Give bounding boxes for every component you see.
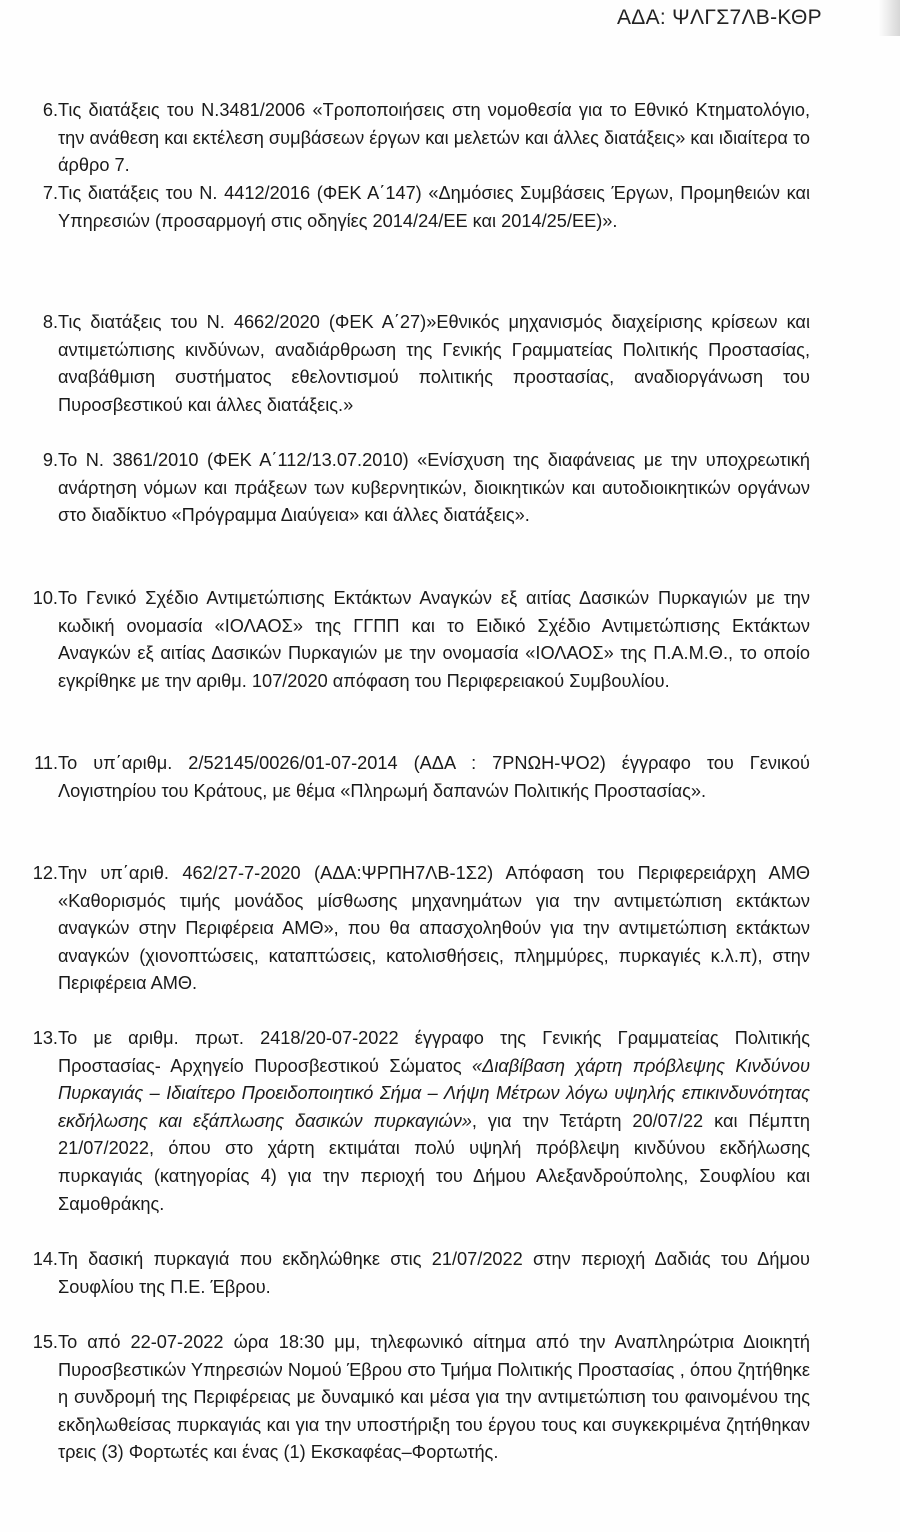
list-item-11	[18, 750, 810, 805]
item-text-italic-title: «Διαβίβαση χάρτη πρόβλεψης Κινδύνου Πυρκαγιάς – Ιδιαίτερο Προειδοποιητικό Σήμα – Λήψη Μέτρων λόγω υψηλής επικινδυνότητας εκδήλωσης και εξάπλωσης δασικών πυρκαγιών»	[58, 1055, 810, 1131]
item-number: 10.	[32, 588, 58, 608]
item-number: 7.	[42, 183, 58, 203]
ada-code: ΑΔΑ: ΨΛΓΣ7ΛΒ-ΚΘΡ	[616, 6, 822, 29]
item-number: 14.	[32, 1249, 58, 1269]
item-number: 11.	[34, 753, 58, 773]
item-number: 12.	[32, 863, 58, 883]
list-item-15	[18, 1329, 810, 1467]
list-item-14	[18, 1246, 810, 1301]
item-text: Τις διατάξεις του Ν. 4412/2016 (ΦΕΚ Α΄147) «Δημόσιες Συμβάσεις Έργων, Προμηθειών και Υπηρεσιών (προσαρμογή στις οδηγίες 2014/24/ΕΕ και 2014/25/ΕΕ)».	[58, 183, 810, 231]
list-item-6	[18, 97, 810, 180]
item-number: 9.	[42, 450, 58, 470]
item-text: Τις διατάξεις του Ν. 4662/2020 (ΦΕΚ Α΄27)»Εθνικός μηχανισμός διαχείρισης κρίσεων και αντιμετώπισης κινδύνων, αναδιάρθρωση της Γενικής Γραμματείας Πολιτικής Προστασίας, αναβάθμιση συστήματος εθελοντισμού πολιτικής προστασίας, αναδιοργάνωση του Πυροσβεστικού και άλλες διατάξεις.»	[58, 312, 810, 415]
item-text-part: Το με αριθμ. πρωτ. 2418/20-07-2022 έγγραφο της Γενικής Γραμματείας Πολιτικής Προστασίας- Αρχηγείο Πυροσβεστικού Σώματος	[58, 1028, 810, 1076]
list-item-12	[18, 860, 810, 998]
list-item-10	[18, 585, 810, 695]
scan-edge-shadow	[878, 0, 900, 36]
list-item-8	[18, 309, 810, 419]
item-text: Το από 22-07-2022 ώρα 18:30 μμ, τηλεφωνικό αίτημα από την Αναπληρώτρια Διοικητή Πυροσβεστικών Υπηρεσιών Νομού Έβρου στο Τμήμα Πολιτικής Προστασίας , όπου ζητήθηκε η συνδρομή της Περιφέρειας με δυναμικό και μέσα για την αντιμετώπιση του φαινομένου της εκδηλωθείσας πυρκαγιάς και για την υποστήριξη του έργου τους και συγκεκριμένα ζητήθηκαν τρεις (3) Φορτωτές και ένας (1) Εκσκαφέας–Φορτωτής.	[58, 1332, 810, 1463]
list-item-9	[18, 447, 810, 530]
item-text: Την υπ΄αριθ. 462/27-7-2020 (ΑΔΑ:ΨΡΠΗ7ΛΒ-1Σ2) Απόφαση του Περιφερειάρχη ΑΜΘ «Καθορισμός τιμής μονάδος μίσθωσης μηχανημάτων για την αντιμετώπιση εκτάκτων αναγκών στην Περιφέρεια ΑΜΘ», που θα απασχοληθούν για την αντιμετώπιση εκτάκτων αναγκών (χιονοπτώσεις, καταπτώσεις, κατολισθήσεις, πλημμύρες, πυρκαγιές κ.λ.π), στην Περιφέρεια ΑΜΘ.	[58, 863, 810, 994]
item-text: Τη δασική πυρκαγιά που εκδηλώθηκε στις 21/07/2022 στην περιοχή Δαδιάς του Δήμου Σουφλίου της Π.Ε. Έβρου.	[58, 1249, 810, 1297]
item-text-part: , για την Τετάρτη 20/07/22 και Πέμπτη 21/07/2022, όπου στο χάρτη εκτιμάται πολύ υψηλή πρόβλεψη κινδύνου εκδήλωσης πυρκαγιάς (κατηγορίας 4) για την περιοχή του Δήμου Αλεξανδρούπολης, Σουφλίου και Σαμοθράκης.	[58, 1110, 810, 1214]
item-number: 13.	[32, 1028, 58, 1048]
item-number: 6.	[42, 100, 58, 120]
item-text	[58, 1025, 810, 1218]
item-number: 8.	[42, 312, 58, 332]
item-text: Το Γενικό Σχέδιο Αντιμετώπισης Εκτάκτων Αναγκών εξ αιτίας Δασικών Πυρκαγιών με την κωδική ονομασία «ΙΟΛΑΟΣ» της ΓΓΠΠ και το Ειδικό Σχέδιο Αντιμετώπισης Εκτάκτων Αναγκών εξ αιτίας Δασικών Πυρκαγιών με την ονομασία «ΙΟΛΑΟΣ» της Π.Α.Μ.Θ., το οποίο εγκρίθηκε με την αριθμ. 107/2020 απόφαση του Περιφερειακού Συμβουλίου.	[58, 588, 810, 691]
list-item-13	[18, 1025, 810, 1218]
item-text: Το υπ΄αριθμ. 2/52145/0026/01-07-2014 (ΑΔΑ : 7ΡΝΩΗ-ΨΟ2) έγγραφο του Γενικού Λογιστηρίου του Κράτους, με θέμα «Πληρωμή δαπανών Πολιτικής Προστασίας».	[58, 753, 810, 801]
item-number: 15.	[32, 1332, 58, 1352]
item-text: Τις διατάξεις του Ν.3481/2006 «Τροποποιήσεις στη νομοθεσία για το Εθνικό Κτηματολόγιο, την ανάθεση και εκτέλεση συμβάσεων έργων και μελετών και άλλες διατάξεις» και ιδιαίτερα το άρθρο 7.	[58, 100, 810, 176]
list-item-7	[18, 180, 810, 235]
item-text: Το Ν. 3861/2010 (ΦΕΚ Α΄112/13.07.2010) «Ενίσχυση της διαφάνειας με την υποχρεωτική ανάρτηση νόμων και πράξεων των κυβερνητικών, διοικητικών και αυτοδιοικητικών οργάνων στο διαδίκτυο «Πρόγραμμα Διαύγεια» και άλλες διατάξεις».	[58, 450, 810, 526]
